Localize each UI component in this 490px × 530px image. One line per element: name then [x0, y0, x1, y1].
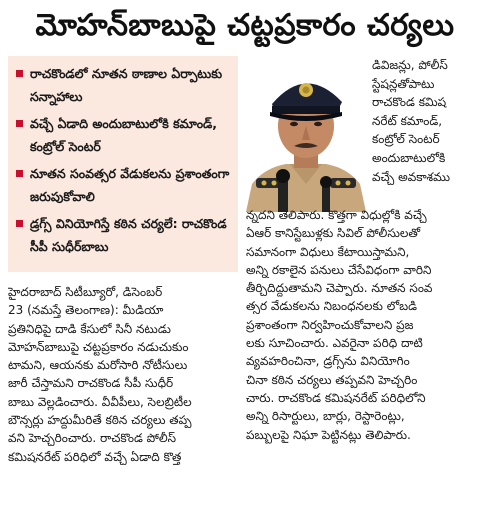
article-line: న్నదని తెలిపారు. కొత్తగా విధుల్లోకి వచ్చే	[246, 208, 427, 222]
article-line: కమిషనరేట్ పరిధిలో వచ్చే ఏడాది కొత్త	[8, 449, 182, 464]
highlight-item	[14, 162, 232, 208]
article-line: చినా కఠిన చర్యలు తప్పవని హెచ్చరిం	[246, 372, 418, 387]
highlight-item	[14, 212, 232, 258]
article-line: ప్రతినిధిపై దాడి కేసులో సినీ నటుడు	[8, 321, 171, 336]
article-line: చారు. రాచకొండ కమిషనరేట్ పరిధిలోని	[246, 390, 426, 405]
article-line: అందుబాటులోకి	[372, 150, 446, 165]
article-line: డివిజన్లు, పోలీస్	[372, 58, 448, 72]
article-line: అన్ని రిసార్టులు, బార్లు, రెస్టారెంట్లు,	[246, 409, 405, 424]
bullet-square-icon	[16, 170, 23, 177]
article-line: స్టేషన్లతోపాటు	[372, 76, 435, 91]
article-line: వచ్చే అవకాశము	[372, 169, 450, 184]
article-line: పబ్బులపై నిఘా పెట్టినట్లు తెలిపారు.	[246, 427, 411, 442]
article-line: జారీ చేస్తామని రాచకొండ సీపీ సుధీర్	[8, 376, 174, 391]
article-line: త్సర వేడుకలను నిబంధనలకు లోబడి	[246, 299, 417, 314]
article-line: టామని, ఆయనకు మరోసారి నోటీసులు	[8, 358, 188, 373]
highlight-text: డ్రగ్స్ వినియోగిస్తే కఠిన చర్యలే: రాచకొండ సీపీ సుధీర్‌బాబు	[30, 216, 227, 254]
highlights-box	[8, 56, 238, 272]
article-line: రాచకొండ కమిష	[372, 95, 447, 110]
highlight-text: వచ్చే ఏడాది అందుబాటులోకి కమాండ్, కంట్రోల్ సెంటర్	[30, 116, 218, 154]
bullet-square-icon	[16, 220, 23, 227]
article-line: బౌన్సర్లు హద్దుమీరితే కఠిన చర్యలు తప్ప	[8, 413, 192, 428]
highlight-text: నూతన సంవత్సర వేడుకలను ప్రశాంతంగా జరుపుకోవాలి	[30, 166, 230, 204]
article-line: వ్యవహరించినా, డ్రగ్స్‌ను వినియోగిం	[246, 354, 410, 369]
article-line: ఏఆర్ కానిస్టేబుళ్లకు సివిల్ పోలీసులతో	[246, 226, 421, 241]
highlight-item	[14, 112, 232, 158]
article-line: కంట్రోల్ సెంటర్	[372, 132, 440, 147]
article-column-right-top	[372, 56, 486, 186]
highlight-text: రాచకొండలో నూతన ఠాణాల ఏర్పాటుకు సన్నాహాలు	[30, 66, 223, 104]
article-line: 23 (నమస్తే తెలంగాణ): మీడియా	[8, 303, 164, 318]
article-line: నరేట్ కమాండ్,	[372, 113, 443, 128]
article-line: లకు సూచించారు. ఎవరైనా పరిధి దాటి	[246, 336, 423, 351]
article-column-right-bottom	[246, 206, 486, 444]
article-line: మోహన్‌బాబుపై చట్టప్రకారం నడుచుకుం	[8, 339, 189, 354]
article-line: సమానంగా విధులు కేటాయిస్తామని,	[246, 244, 410, 259]
article-line: బాబు వెల్లడించారు. వీవీపీలు, సెలబ్రిటీల	[8, 394, 192, 409]
bullet-square-icon	[16, 120, 23, 127]
police-officer-photo	[242, 56, 370, 212]
article-line: అన్ని రకాలైన పనులు చేసేవిధంగా వారిని	[246, 262, 432, 277]
officer-portrait-image	[242, 56, 370, 212]
article-line: ప్రశాంతంగా నిర్వహించుకోవాలని ప్రజ	[246, 317, 414, 332]
article-line: వని హెచ్చరించారు. రాచకొండ పోలీస్	[8, 431, 177, 446]
highlight-item	[14, 62, 232, 108]
headline: మోహన్‌బాబుపై చట్టప్రకారం చర్యలు	[35, 8, 455, 43]
article-line: హైదరాబాద్ సిటీబ్యూరో, డిసెంబర్	[8, 285, 163, 299]
article-line: తీర్చిదిద్దుతామని చెప్పారు. నూతన సంవ	[246, 281, 433, 296]
article-column-left	[8, 283, 240, 466]
bullet-square-icon	[16, 70, 23, 77]
